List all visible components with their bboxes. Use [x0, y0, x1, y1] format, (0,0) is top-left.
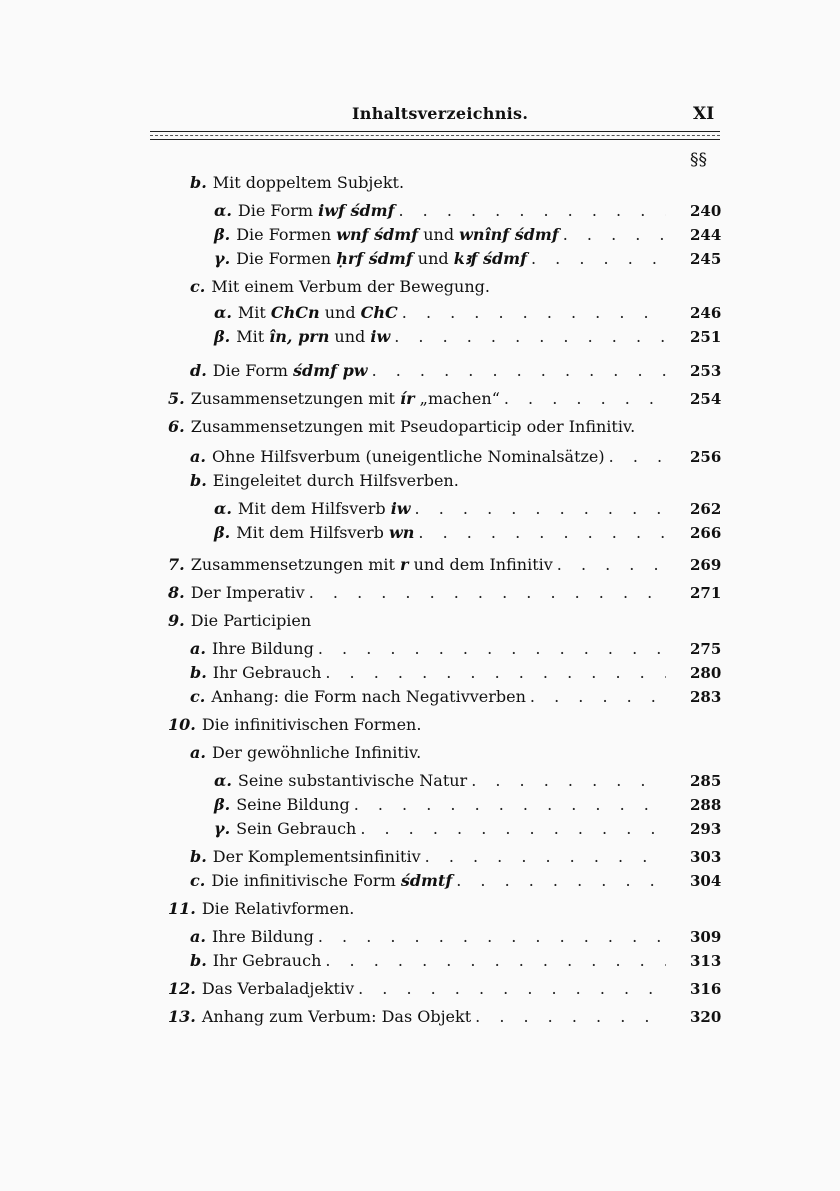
toc-entry-title: Zusammensetzungen mit: [190, 389, 401, 408]
toc-entry-number: 8.: [168, 583, 185, 602]
dot-leader: [557, 554, 666, 576]
toc-entry-transliteration: r: [400, 555, 409, 574]
toc-entry-number: 10.: [168, 715, 196, 734]
toc-entry-title: Die Formen: [236, 225, 337, 244]
toc-entry-number: a.: [190, 639, 206, 658]
toc-entry-number: 12.: [168, 979, 196, 998]
toc-entry-transliteration: iwf śdmf: [318, 201, 395, 220]
dot-leader: [418, 522, 666, 544]
toc-entry-page: 269: [690, 556, 722, 574]
toc-entry: [190, 276, 700, 298]
toc-entry-transliteration: ChC: [360, 303, 398, 322]
toc-entry: [190, 638, 670, 660]
page-number-roman: XI: [693, 104, 715, 124]
toc-entry-transliteration: wnf śdmf: [336, 225, 419, 244]
toc-entry-number: 9.: [168, 611, 185, 630]
toc-entry-page: 275: [690, 640, 722, 658]
dot-leader: [354, 794, 666, 816]
toc-entry-title: und dem Infinitiv: [408, 555, 553, 574]
toc-entry-title: Seine Bildung: [236, 795, 350, 814]
dot-leader: [325, 950, 666, 972]
toc-entry-number: b.: [190, 847, 207, 866]
toc-entry-page: 254: [690, 390, 722, 408]
dot-leader: [318, 638, 666, 660]
toc-entry: [190, 686, 670, 708]
toc-entry-page: 285: [690, 772, 722, 790]
toc-entry-number: 5.: [168, 389, 185, 408]
toc-entry-number: α.: [214, 201, 232, 220]
toc-entry-number: γ.: [214, 819, 231, 838]
toc-entry: [190, 950, 670, 972]
toc-entry-title: Anhang zum Verbum: Das Objekt: [201, 1007, 472, 1026]
toc-entry-title: und: [412, 249, 454, 268]
toc-entry-title: Ihre Bildung: [211, 927, 314, 946]
toc-entry-title: und: [418, 225, 460, 244]
toc-entry-title: Eingeleitet durch Hilfsverben.: [212, 471, 459, 490]
dot-leader: [471, 770, 666, 792]
toc-entry-transliteration: ChCn: [270, 303, 320, 322]
toc-entry-title: Mit einem Verbum der Bewegung.: [211, 277, 490, 296]
toc-entry: [190, 870, 670, 892]
toc-entry-title: Mit dem Hilfsverb: [236, 523, 389, 542]
toc-entry: [168, 610, 700, 632]
header-rule: [150, 139, 720, 140]
toc-entry-title: Das Verbaladjektiv: [201, 979, 355, 998]
toc-entry: [190, 360, 670, 382]
toc-entry-title: Ihr Gebrauch: [212, 951, 322, 970]
dot-leader: [360, 818, 666, 840]
header-rule-dashed: [150, 135, 720, 136]
dot-leader: [372, 360, 666, 382]
toc-entry-number: b.: [190, 173, 207, 192]
toc-entry-title: Zusammensetzungen mit Pseudoparticip oder Infinitiv.: [190, 417, 636, 436]
toc-entry-page: 266: [690, 524, 722, 542]
toc-entry-page: 256: [690, 448, 722, 466]
toc-entry-page: 304: [690, 872, 722, 890]
dot-leader: [358, 978, 666, 1000]
toc-entry-title: Mit doppeltem Subjekt.: [212, 173, 405, 192]
toc-entry-title: Der Imperativ: [190, 583, 305, 602]
toc-entry-title: Die infinitivische Form: [211, 871, 401, 890]
toc-entry-number: β.: [214, 795, 231, 814]
toc-entry-title: Die infinitivischen Formen.: [201, 715, 422, 734]
toc-entry-transliteration: śdmtf: [400, 871, 453, 890]
dot-leader: [309, 582, 666, 604]
toc-entry: [214, 302, 670, 324]
toc-entry: [190, 846, 670, 868]
toc-entry: [190, 446, 670, 468]
toc-entry: [168, 554, 670, 576]
toc-entry-page: 303: [690, 848, 722, 866]
section-mark: §§: [690, 150, 707, 170]
dot-leader: [530, 686, 666, 708]
toc-entry-number: α.: [214, 771, 232, 790]
toc-entry-page: 313: [690, 952, 722, 970]
toc-entry: [214, 200, 670, 222]
toc-entry-transliteration: iw: [370, 327, 391, 346]
toc-entry-number: β.: [214, 523, 231, 542]
toc-entry-page: 240: [690, 202, 722, 220]
toc-entry-transliteration: în, prn: [269, 327, 330, 346]
dot-leader: [398, 200, 666, 222]
toc-entry-transliteration: wnînf śdmf: [459, 225, 559, 244]
toc-entry: [168, 978, 670, 1000]
toc-entry-page: 293: [690, 820, 722, 838]
toc-entry-page: 262: [690, 500, 722, 518]
toc-entry-title: Ihr Gebrauch: [212, 663, 322, 682]
toc-entry-page: 309: [690, 928, 722, 946]
toc-entry: [168, 582, 670, 604]
toc-entry-title: und: [329, 327, 371, 346]
running-header-title: Inhaltsverzeichnis.: [352, 104, 529, 123]
toc-entry-title: Die Formen: [236, 249, 337, 268]
dot-leader: [415, 498, 666, 520]
toc-entry-page: 246: [690, 304, 722, 322]
toc-entry-page: 251: [690, 328, 722, 346]
dot-leader: [504, 388, 666, 410]
toc-entry-title: Die Form: [237, 201, 319, 220]
toc-entry-number: c.: [190, 687, 206, 706]
dot-leader: [475, 1006, 666, 1028]
toc-entry-number: 6.: [168, 417, 185, 436]
toc-entry-page: 283: [690, 688, 722, 706]
toc-entry-title: Seine substantivische Natur: [237, 771, 468, 790]
toc-entry-number: b.: [190, 663, 207, 682]
dot-leader: [325, 662, 666, 684]
toc-entry-title: Anhang: die Form nach Negativverben: [211, 687, 526, 706]
toc-entry-title: Der gewöhnliche Infinitiv.: [211, 743, 422, 762]
toc-entry: [190, 742, 700, 764]
toc-entry-title: „machen“: [414, 389, 500, 408]
toc-entry-title: Mit: [237, 303, 271, 322]
toc-entry-title: Mit: [236, 327, 270, 346]
toc-entry: [168, 416, 700, 438]
toc-entry: [168, 898, 700, 920]
toc-entry: [190, 926, 670, 948]
toc-entry-title: Die Form: [212, 361, 294, 380]
dot-leader: [318, 926, 666, 948]
toc-entry-number: c.: [190, 277, 206, 296]
dot-leader: [609, 446, 666, 468]
dot-leader: [394, 326, 666, 348]
toc-entry-title: Ohne Hilfsverbum (uneigentliche Nominalsätze): [211, 447, 605, 466]
toc-entry-transliteration: iw: [390, 499, 411, 518]
dot-leader: [425, 846, 666, 868]
toc-entry-title: Zusammensetzungen mit: [190, 555, 401, 574]
toc-entry-title: und: [319, 303, 361, 322]
dot-leader: [402, 302, 666, 324]
toc-entry-transliteration: ír: [400, 389, 415, 408]
toc-entry-number: β.: [214, 225, 231, 244]
toc-entry-number: 11.: [168, 899, 196, 918]
toc-entry-page: 316: [690, 980, 722, 998]
toc-entry: [214, 794, 670, 816]
toc-entry-number: b.: [190, 951, 207, 970]
toc-entry-page: 280: [690, 664, 722, 682]
toc-entry: [214, 770, 670, 792]
toc-entry: [190, 470, 700, 492]
toc-entry-number: b.: [190, 471, 207, 490]
toc-entry: [214, 224, 670, 246]
toc-entry-number: γ.: [214, 249, 231, 268]
toc-entry-transliteration: ḥrf śdmf: [336, 249, 413, 268]
toc-entry-transliteration: kꜣf śdmf: [453, 249, 527, 268]
toc-entry-title: Der Komplementsinfinitiv: [212, 847, 421, 866]
header-rule: [150, 131, 720, 132]
dot-leader: [456, 870, 666, 892]
toc-entry-number: a.: [190, 743, 206, 762]
toc-entry: [168, 714, 700, 736]
toc-entry-number: β.: [214, 327, 231, 346]
toc-entry-page: 253: [690, 362, 722, 380]
toc-entry-number: α.: [214, 303, 232, 322]
toc-entry: [214, 326, 670, 348]
toc-entry-title: Die Relativformen.: [201, 899, 355, 918]
toc-entry: [214, 522, 670, 544]
toc-entry-number: 13.: [168, 1007, 196, 1026]
toc-entry: [168, 388, 670, 410]
toc-entry-transliteration: wn: [389, 523, 415, 542]
toc-entry-page: 288: [690, 796, 722, 814]
toc-entry-page: 244: [690, 226, 722, 244]
toc-entry: [168, 1006, 670, 1028]
toc-entry-page: 245: [690, 250, 722, 268]
toc-entry-title: Ihre Bildung: [211, 639, 314, 658]
toc-entry-title: Sein Gebrauch: [236, 819, 357, 838]
toc-entry: [190, 662, 670, 684]
toc-entry-transliteration: śdmf pw: [293, 361, 368, 380]
toc-entry: [214, 248, 670, 270]
toc-entry-number: α.: [214, 499, 232, 518]
toc-entry-page: 320: [690, 1008, 722, 1026]
toc-entry: [214, 498, 670, 520]
toc-entry-number: a.: [190, 447, 206, 466]
toc-entry-number: a.: [190, 927, 206, 946]
toc-entry-number: d.: [190, 361, 207, 380]
dot-leader: [531, 248, 666, 270]
toc-entry-title: Mit dem Hilfsverb: [237, 499, 391, 518]
toc-entry-number: c.: [190, 871, 206, 890]
toc-entry-number: 7.: [168, 555, 185, 574]
toc-entry-title: Die Participien: [190, 611, 312, 630]
dot-leader: [563, 224, 666, 246]
toc-entry: [214, 818, 670, 840]
toc-entry-page: 271: [690, 584, 722, 602]
toc-entry: [190, 172, 700, 194]
